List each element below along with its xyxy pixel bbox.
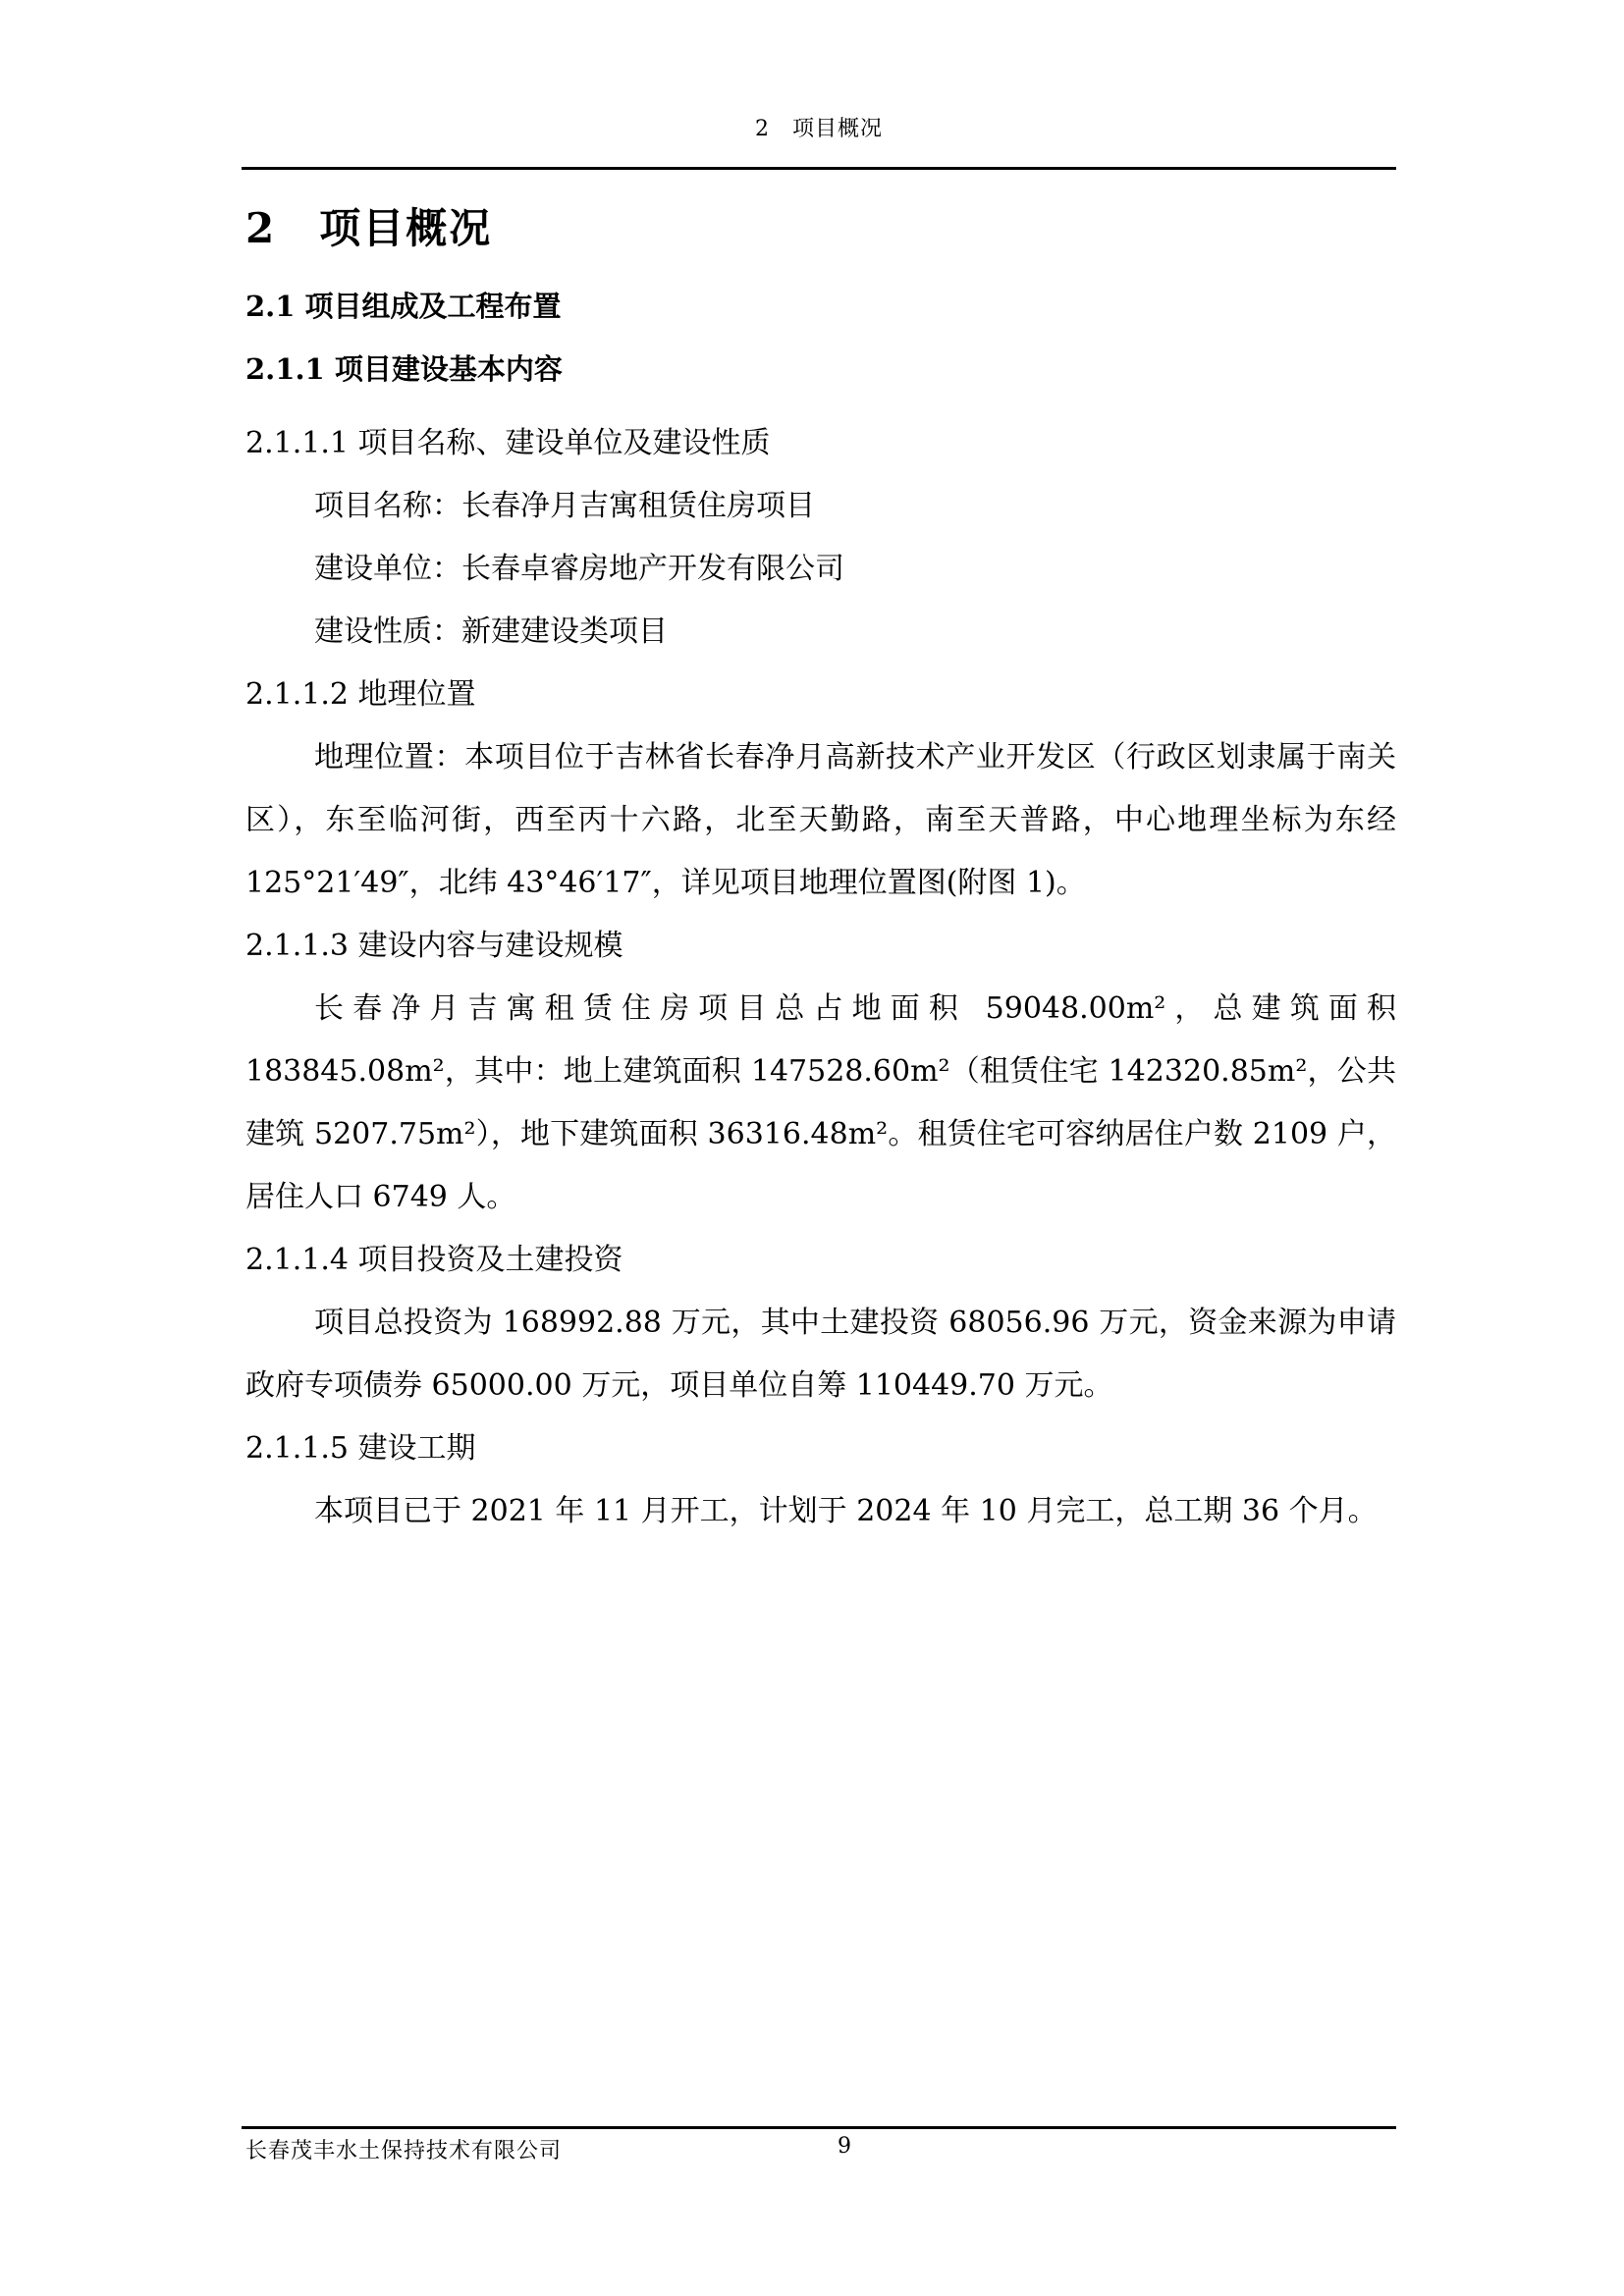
investment-paragraph: 项目总投资为 168992.88 万元，其中土建投资 68056.96 万元，资金来源为申请政府专项债券 65000.00 万元，项目单位自筹 110449.70 万元。 [245,1306,1396,1403]
chapter-title: 2 项目概况 [245,204,493,252]
heading-project-name: 2.1.1.1 项目名称、建设单位及建设性质 [245,426,771,460]
running-header: 2 项目概况 [755,117,883,141]
scale-paragraph: 长春净月吉寓租赁住房项目总占地面积 59048.00m²，总建筑面积 183845.08m²，其中：地上建筑面积 147528.60m²（租赁住宅 142320.85m²，公共建筑 5207.75m²），地下建筑面积 36316.48m²。租赁住宅可容纳居住户数 2109 户，居住人口 6749 人。 [245,991,1396,1214]
body-content [245,412,1396,1543]
page-number: 9 [838,2134,851,2159]
construction-nature-line: 建设性质：新建建设类项目 [314,614,668,649]
footer-company: 长春茂丰水土保持技术有限公司 [245,2139,563,2163]
subsection-heading: 2.1.1 项目建设基本内容 [245,352,563,386]
footer-divider [242,2126,1396,2129]
period-paragraph: 本项目已于 2021 年 11 月开工，计划于 2024 年 10 月完工，总工期 36 个月。 [314,1494,1378,1528]
heading-location: 2.1.1.2 地理位置 [245,677,476,712]
header-divider [242,167,1396,170]
project-name-line: 项目名称：长春净月吉寓租赁住房项目 [314,489,815,523]
location-paragraph: 地理位置：本项目位于吉林省长春净月高新技术产业开发区（行政区划隶属于南关区），东至临河街，西至丙十六路，北至天勤路，南至天普路，中心地理坐标为东经 125°21′49″，北纬 43°46′17″，详见项目地理位置图(附图 1)。 [245,740,1396,900]
heading-period: 2.1.1.5 建设工期 [245,1431,476,1466]
heading-investment: 2.1.1.4 项目投资及土建投资 [245,1243,623,1277]
construction-unit-line: 建设单位：长春卓睿房地产开发有限公司 [314,552,844,586]
heading-scale: 2.1.1.3 建设内容与建设规模 [245,929,623,963]
section-heading: 2.1 项目组成及工程布置 [245,290,562,323]
